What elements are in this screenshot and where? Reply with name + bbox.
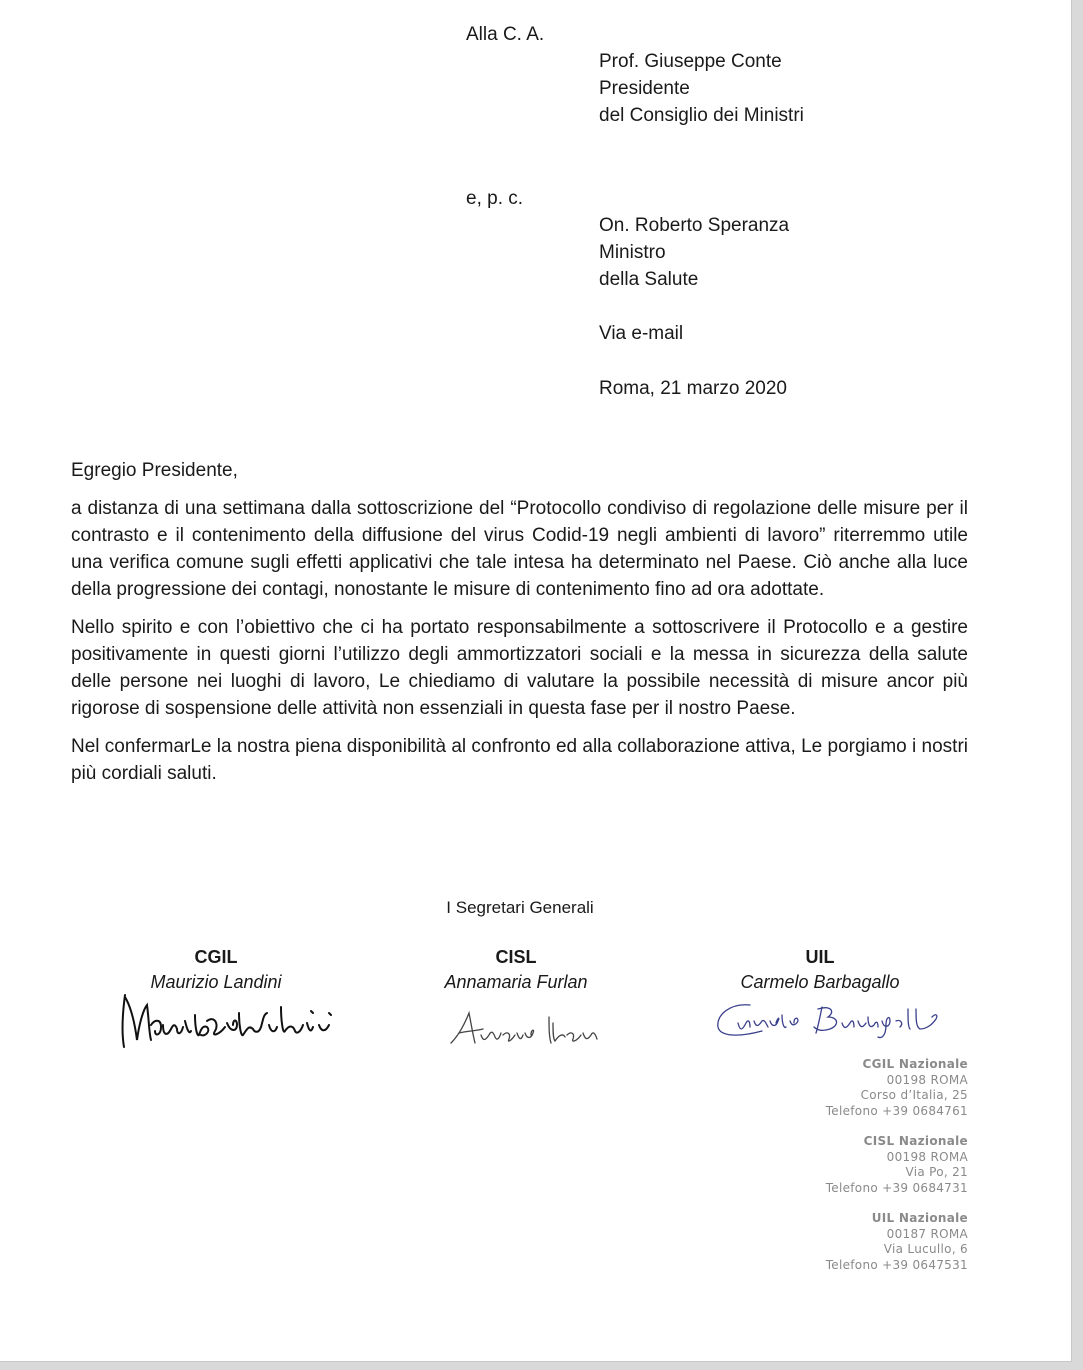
org-uil: UIL xyxy=(805,947,835,967)
address-phone: Telefono +39 0684761 xyxy=(825,1103,968,1118)
signature-landini xyxy=(115,985,345,1060)
cc-name: On. Roberto Speranza xyxy=(599,215,790,236)
signature-barbagallo xyxy=(710,995,950,1045)
address-name: CGIL Nazionale xyxy=(862,1057,968,1071)
recipient-title: Presidente xyxy=(599,78,690,99)
paragraph-3: Nel confermarLe la nostra piena disponibilità al confronto ed alla collaborazione attiva, Le porgiamo i nostri più cordiali saluti. xyxy=(71,736,968,784)
salutation: Egregio Presidente, xyxy=(71,460,238,481)
signature-furlan xyxy=(445,1005,615,1050)
cc-title: Ministro xyxy=(599,242,666,263)
attention-line: Alla C. A. xyxy=(466,24,545,45)
signer-cgil: Maurizio Landini xyxy=(150,972,282,992)
signer-cisl: Annamaria Furlan xyxy=(444,972,588,992)
address-city: 00198 ROMA xyxy=(886,1072,968,1087)
cc-label: e, p. c. xyxy=(466,188,524,209)
recipient-body: del Consiglio dei Ministri xyxy=(599,105,804,126)
recipient-name: Prof. Giuseppe Conte xyxy=(599,51,782,72)
address-name: UIL Nazionale xyxy=(871,1211,968,1225)
address-city: 00187 ROMA xyxy=(886,1226,968,1241)
letter-body xyxy=(71,495,968,787)
org-cisl: CISL xyxy=(495,947,537,967)
address-name: CISL Nazionale xyxy=(863,1134,968,1148)
address-street: Via Lucullo, 6 xyxy=(883,1242,968,1256)
signoff: I Segretari Generali xyxy=(446,898,594,917)
address-cgil xyxy=(708,1057,968,1119)
address-uil xyxy=(708,1211,968,1273)
address-street: Corso d’Italia, 25 xyxy=(860,1088,968,1102)
paragraph-2: Nello spirito e con l’obiettivo che ci ha portato responsabilmente a sottoscrivere il Protocollo e a gestire positivamente in questi giorni l’utilizzo degli ammortizzatori sociali e la messa in sicurezza della salute delle persone nei luoghi di lavoro, Le chiediamo di valutare la possibile necessità di misure ancor più rigorose di sospensione delle attività non essenziali in questa fase per il nostro Paese. xyxy=(71,617,968,719)
address-street: Via Po, 21 xyxy=(905,1165,968,1179)
address-phone: Telefono +39 0647531 xyxy=(825,1257,968,1272)
org-cgil: CGIL xyxy=(194,947,238,967)
place-date: Roma, 21 marzo 2020 xyxy=(599,378,787,399)
paragraph-1: a distanza di una settimana dalla sottoscrizione del “Protocollo condiviso di regolazione delle misure per il contrasto e il contenimento della diffusione del virus Codid-19 negli ambienti di lavoro” riterremmo utile una verifica comune sugli effetti applicativi che tale intesa ha determinato nel Paese. Ciò anche alla luce della progressione dei contagi, nonostante le misure di contenimento fino ad ora adottate. xyxy=(71,498,968,600)
signer-uil: Carmelo Barbagallo xyxy=(740,972,900,992)
cc-body: della Salute xyxy=(599,269,699,290)
address-phone: Telefono +39 0684731 xyxy=(825,1180,968,1195)
address-city: 00198 ROMA xyxy=(886,1149,968,1164)
address-cisl xyxy=(708,1134,968,1196)
delivery-method: Via e-mail xyxy=(599,323,684,344)
